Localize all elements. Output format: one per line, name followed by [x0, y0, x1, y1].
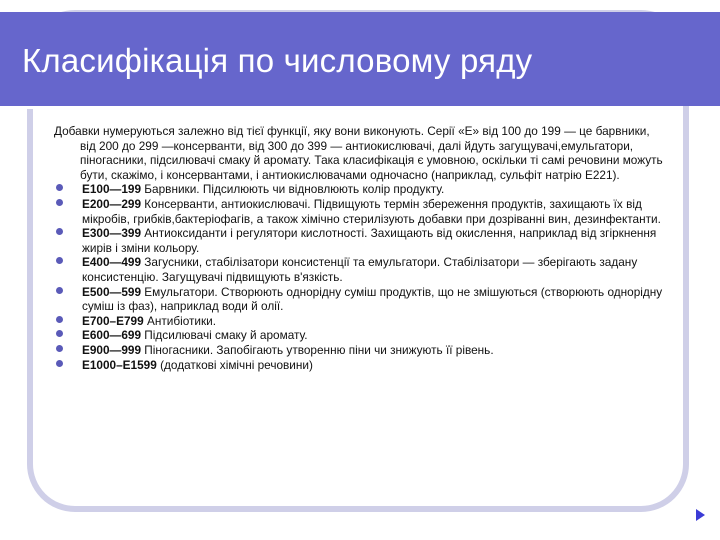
item-code: E400—499	[82, 255, 142, 270]
item-text: (додаткові хімічні речовини)	[156, 357, 313, 372]
item-code: E500—599	[82, 284, 142, 299]
item-code: E900—999	[82, 342, 142, 357]
list-item	[54, 314, 664, 329]
list-item	[54, 182, 664, 197]
list-item	[54, 343, 664, 358]
intro-paragraph: Добавки нумеруються залежно від тієї функції, яку вони виконують. Серії «E» від 100 до 199 — це барвники, від 200 до 299 —консерванти, від 300 до 399 — антиокислювачі, далі йдуть загущувачі,емульгатори, піногасники, підсилювачі смаку й аромату. Така класифікація є умовною, оскільки ті самі речовини можуть бути, скажімо, і консервантами, і антиокислювачами одночасно (наприклад, сульфіт натрію E221).	[54, 124, 663, 182]
item-code: E300—399	[82, 226, 142, 241]
bullet-icon	[56, 199, 63, 206]
classification-list	[54, 182, 664, 372]
slide-content	[54, 124, 664, 372]
bullet-icon	[56, 316, 63, 323]
bullet-icon	[56, 184, 63, 191]
list-item	[54, 328, 664, 343]
bullet-icon	[56, 330, 63, 337]
list-item	[54, 255, 664, 284]
bullet-icon	[56, 345, 63, 352]
bullet-icon	[56, 228, 63, 235]
list-item	[54, 226, 664, 255]
title-underline	[22, 106, 636, 109]
item-code: E700–E799	[82, 313, 144, 328]
item-text: Піногасники. Запобігають утворенню піни чи знижують її рівень.	[141, 342, 494, 357]
bullet-icon	[56, 287, 63, 294]
list-item	[54, 197, 664, 226]
bullet-icon	[56, 257, 63, 264]
item-text: Загусники, стабілізатори консистенції та емульгатори. Стабілізатори — зберігають задану консистенцію. Загущувачі підвищують в'язкість.	[82, 255, 638, 284]
item-text: Підсилювачі смаку й аромату.	[141, 328, 308, 343]
item-code: E200—299	[82, 196, 142, 211]
item-text: Антиоксиданти і регулятори кислотності. Захищають від окислення, наприклад від згіркнення жирів і зміни кольору.	[82, 226, 657, 255]
list-item	[54, 358, 664, 373]
item-code: E600—699	[82, 328, 142, 343]
slide-title: Класифікація по числовому ряду	[22, 42, 533, 79]
bullet-icon	[56, 360, 63, 367]
list-item	[54, 285, 664, 314]
item-text: Емульгатори. Створюють однорідну суміш продуктів, що не змішуються (створюють однорідну суміш із фаз), наприклад води й олії.	[82, 284, 663, 314]
item-code: E100—199	[82, 182, 142, 197]
title-bar	[0, 12, 720, 106]
item-text: Консерванти, антиокислювачі. Підвищують термін збереження продуктів, захищають їх від мікробів, грибків,бактеріофагів, а також хімічно стерилізують добавки при дозріванні вин, дезинфектанти.	[82, 196, 661, 226]
item-text: Барвники. Підсилюють чи відновлюють колір продукту.	[141, 182, 445, 197]
item-code: E1000–E1599	[82, 357, 157, 372]
next-slide-icon[interactable]	[696, 509, 705, 521]
item-text: Антибіотики.	[143, 313, 217, 328]
